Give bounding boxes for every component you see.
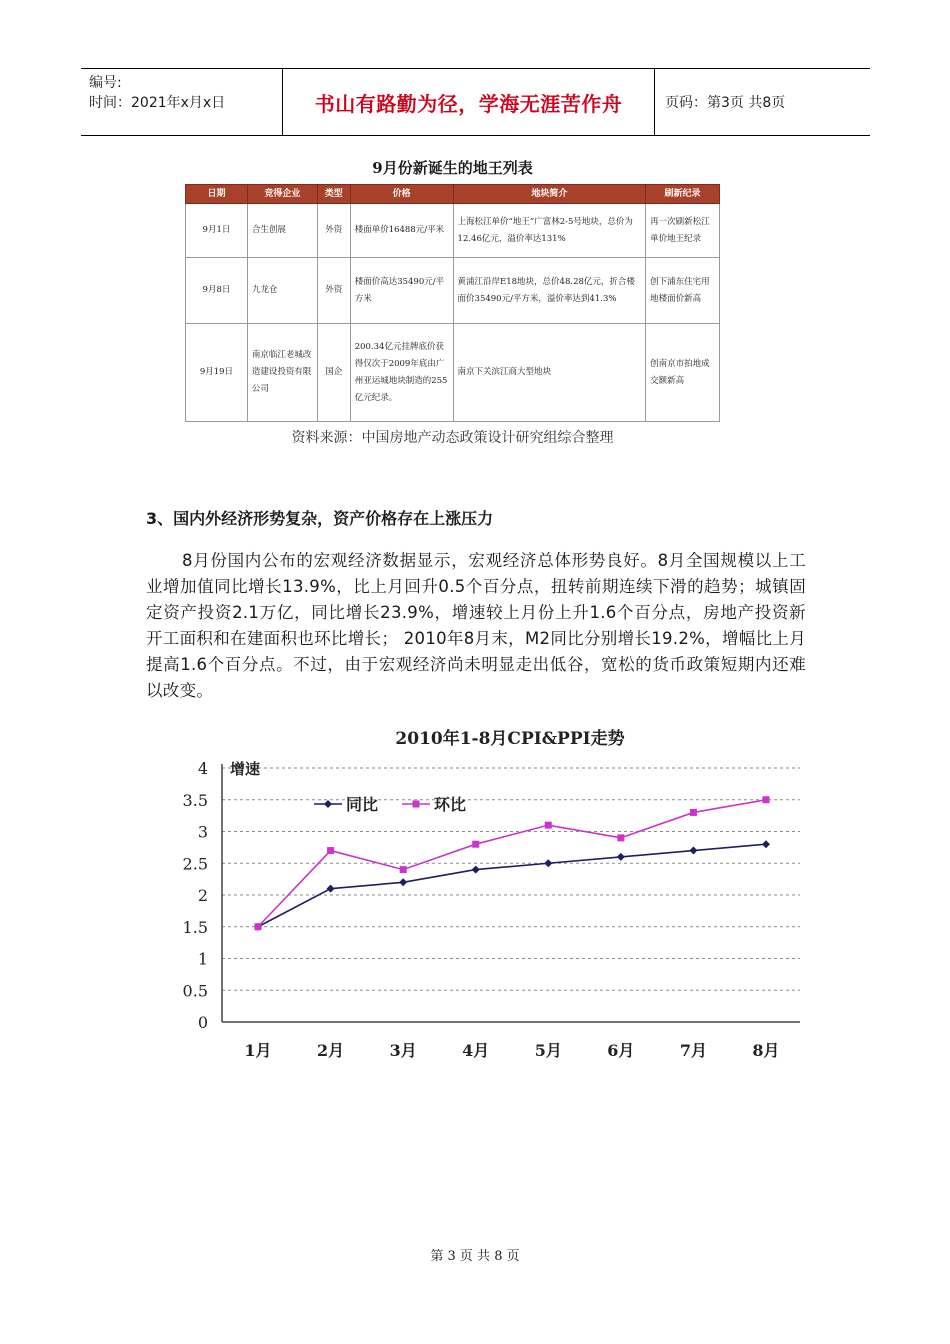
y-tick-label: 2 — [197, 886, 208, 905]
section-heading: 3、国内外经济形势复杂，资产价格存在上涨压力 — [146, 509, 494, 528]
table-cell: 楼面单价16488元/平米 — [350, 204, 453, 258]
data-point — [399, 878, 407, 886]
data-point — [327, 885, 335, 893]
y-tick-label: 1.5 — [182, 917, 208, 937]
table-cell: 九龙仓 — [247, 258, 317, 324]
data-point — [617, 853, 625, 861]
y-tick-label: 2.5 — [182, 854, 208, 874]
table-source-note: 资料来源：中国房地产动态政策设计研究组综合整理 — [291, 430, 614, 446]
table-cell: 创下浦东住宅用地楼面价新高 — [646, 258, 720, 324]
table-cell: 9月19日 — [186, 324, 248, 422]
column-header: 类型 — [317, 185, 350, 204]
legend-label: 同比 — [346, 795, 379, 814]
y-tick-label: 0 — [197, 1013, 208, 1032]
legend-label: 环比 — [434, 795, 467, 814]
x-tick-label: 4月 — [462, 1041, 490, 1060]
y-axis-label: 增速 — [230, 760, 261, 778]
y-tick-label: 0.5 — [182, 981, 208, 1001]
y-tick-label: 3.5 — [182, 790, 208, 810]
data-point — [472, 866, 480, 874]
x-tick-label: 8月 — [752, 1041, 780, 1060]
x-tick-label: 7月 — [679, 1041, 707, 1060]
table-cell: 9月1日 — [186, 204, 248, 258]
chart-title: 2010年1-8月CPI&PPI走势 — [395, 729, 625, 749]
data-point — [689, 847, 697, 855]
column-header: 刷新纪录 — [646, 185, 720, 204]
cpi-ppi-line-chart — [180, 750, 820, 1070]
page-header — [81, 68, 870, 136]
table-cell: 黄浦江沿岸E18地块，总价48.28亿元，折合楼面价35490元/平方米，溢价率达到41.3% — [453, 258, 646, 324]
table-cell: 9月8日 — [186, 258, 248, 324]
table-cell: 外资 — [317, 258, 350, 324]
x-tick-label: 5月 — [534, 1041, 562, 1060]
data-point — [472, 841, 479, 848]
data-point — [690, 809, 697, 816]
legend-marker — [324, 800, 332, 808]
y-tick-label: 3 — [197, 822, 208, 842]
land-king-table — [185, 184, 720, 422]
table-cell: 再一次刷新松江单价地王纪录 — [646, 204, 720, 258]
table-title: 9月份新诞生的地王列表 — [372, 159, 533, 177]
data-point — [327, 847, 334, 854]
page-footer: 第 3 页 共 8 页 — [430, 1249, 520, 1264]
body-paragraph: 8月份国内公布的宏观经济数据显示，宏观经济总体形势良好。8月全国规模以上工业增加值同比增长13.9%，比上月回升0.5个百分点，扭转前期连续下滑的趋势；城镇固定资产投资2.1万亿，同比增长23.9%，增速较上月份上升1.6个百分点，房地产投资新开工面积和在建面积也环比增长； 2010年8月末，M2同比分别增长19.2%，增幅比上月提高1.6个百分点。不过，由于宏观经济尚未明显走出低谷，宽松的货币政策短期内还难以改变。 — [146, 551, 806, 700]
column-header: 竞得企业 — [247, 185, 317, 204]
table-cell: 上海松江单价“地王”广富林2-5号地块，总价为12.46亿元，溢价率达131% — [453, 204, 646, 258]
data-point — [544, 859, 552, 867]
x-tick-label: 3月 — [389, 1041, 417, 1060]
data-point — [617, 834, 624, 841]
column-header: 日期 — [186, 185, 248, 204]
document-date: 时间：2021年x月x日 — [89, 95, 226, 111]
column-header: 地块简介 — [453, 185, 646, 204]
data-point — [400, 866, 407, 873]
legend-marker — [413, 801, 420, 808]
header-meta — [81, 69, 282, 135]
y-tick-label: 4 — [197, 759, 208, 778]
x-tick-label: 1月 — [244, 1041, 272, 1060]
table-cell: 200.34亿元挂牌底价获得仅次于2009年底由广州亚运城地块制造的255亿元纪录。 — [350, 324, 453, 422]
x-tick-label: 6月 — [607, 1041, 635, 1060]
data-point — [545, 822, 552, 829]
header-motto: 书山有路勤为径，学海无涯苦作舟 — [282, 69, 655, 135]
document-number: 编号: — [89, 75, 122, 91]
table-cell: 合生创展 — [247, 204, 317, 258]
data-point — [763, 796, 770, 803]
data-point — [762, 840, 770, 848]
header-page-number: 页码：第3页 共8页 — [665, 95, 786, 111]
series-line-同比 — [258, 844, 766, 927]
table-cell: 楼面价高达35490元/平方米 — [350, 258, 453, 324]
table-row — [186, 324, 720, 422]
x-tick-label: 2月 — [317, 1041, 345, 1060]
table-cell: 南京下关滨江商大型地块 — [453, 324, 646, 422]
y-tick-label: 1 — [197, 949, 208, 969]
table-cell: 创南京市拍地成交额新高 — [646, 324, 720, 422]
table-row — [186, 258, 720, 324]
table-header-row — [186, 185, 720, 204]
table-cell: 国企 — [317, 324, 350, 422]
table-row — [186, 204, 720, 258]
data-point — [255, 923, 262, 930]
column-header: 价格 — [350, 185, 453, 204]
table-cell: 外资 — [317, 204, 350, 258]
table-cell: 南京临江老城改造建设投资有限公司 — [247, 324, 317, 422]
